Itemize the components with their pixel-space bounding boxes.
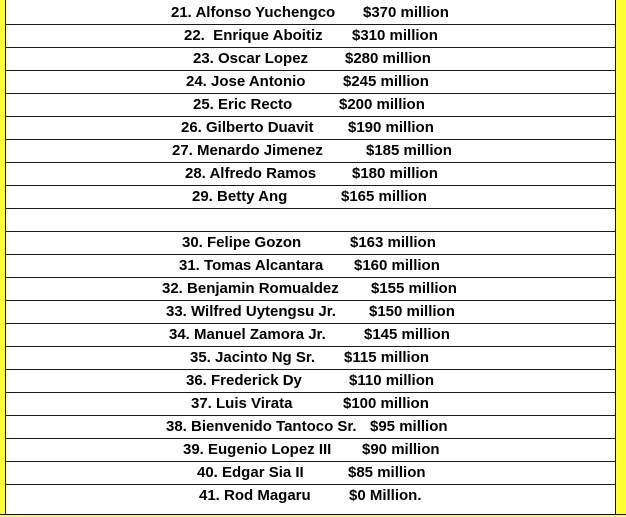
rank-name-cell: 32. Benjamin Romualdez <box>162 280 339 297</box>
rank-name-cell: 26. Gilberto Duavit <box>181 119 314 136</box>
rank-name-cell: 25. Eric Recto <box>193 96 293 113</box>
amount-cell: $180 million <box>352 165 438 182</box>
spreadsheet-column <box>5 0 616 514</box>
amount-cell: $0 Million. <box>349 487 422 504</box>
rank-name-cell: 23. Oscar Lopez <box>193 50 309 67</box>
amount-cell: $150 million <box>369 303 455 320</box>
rank-name-cell: 28. Alfredo Ramos <box>185 165 317 182</box>
table-row[interactable] <box>6 462 615 485</box>
rank-name-cell: 40. Edgar Sia II <box>197 464 304 481</box>
amount-cell: $200 million <box>339 96 425 113</box>
table-row[interactable] <box>6 48 615 71</box>
table-row[interactable] <box>6 163 615 186</box>
amount-cell: $185 million <box>366 142 452 159</box>
rank-name-cell: 38. Bienvenido Tantoco Sr. <box>166 418 357 435</box>
table-row[interactable] <box>6 393 615 416</box>
table-row[interactable] <box>6 94 615 117</box>
amount-cell: $280 million <box>345 50 431 67</box>
table-row[interactable] <box>6 232 615 255</box>
table-row[interactable] <box>6 439 615 462</box>
rank-name-cell: 41. Rod Magaru <box>199 487 311 504</box>
table-row[interactable] <box>6 255 615 278</box>
amount-cell: $95 million <box>370 418 448 435</box>
rank-name-cell: 27. Menardo Jimenez <box>172 142 323 159</box>
amount-cell: $85 million <box>348 464 426 481</box>
amount-cell: $115 million <box>344 349 430 366</box>
table-row[interactable] <box>6 140 615 163</box>
rank-name-cell: 21. Alfonso Yuchengco <box>171 4 336 21</box>
rank-name-cell: 37. Luis Virata <box>191 395 293 412</box>
amount-cell: $145 million <box>364 326 450 343</box>
table-row[interactable] <box>6 324 615 347</box>
table-row[interactable] <box>6 416 615 439</box>
rank-name-cell: 29. Betty Ang <box>192 188 288 205</box>
amount-cell: $165 million <box>341 188 427 205</box>
table-row-empty[interactable] <box>6 209 615 232</box>
table-row[interactable] <box>6 301 615 324</box>
table-row[interactable] <box>6 25 615 48</box>
rank-name-cell: 24. Jose Antonio <box>186 73 306 90</box>
table-row[interactable] <box>6 370 615 393</box>
amount-cell: $110 million <box>349 372 435 389</box>
bottom-border-line <box>0 514 626 515</box>
table-row[interactable] <box>6 485 615 507</box>
rank-name-cell: 31. Tomas Alcantara <box>179 257 324 274</box>
table-row[interactable] <box>6 117 615 140</box>
table-row[interactable] <box>6 347 615 370</box>
amount-cell: $370 million <box>363 4 449 21</box>
table-row[interactable] <box>6 71 615 94</box>
amount-cell: $163 million <box>350 234 436 251</box>
rank-name-cell: 34. Manuel Zamora Jr. <box>169 326 326 343</box>
rank-name-cell: 22. Enrique Aboitiz <box>184 27 323 44</box>
rank-name-cell: 35. Jacinto Ng Sr. <box>190 349 316 366</box>
rank-name-cell: 39. Eugenio Lopez III <box>183 441 332 458</box>
table-row[interactable] <box>6 186 615 209</box>
amount-cell: $245 million <box>343 73 429 90</box>
amount-cell: $310 million <box>352 27 438 44</box>
amount-cell: $160 million <box>354 257 440 274</box>
rank-name-cell: 33. Wilfred Uytengsu Jr. <box>166 303 336 320</box>
table-row[interactable] <box>6 0 615 25</box>
amount-cell: $190 million <box>348 119 434 136</box>
amount-cell: $90 million <box>362 441 440 458</box>
rank-name-cell: 30. Felipe Gozon <box>182 234 302 251</box>
table-row[interactable] <box>6 278 615 301</box>
rank-name-cell: 36. Frederick Dy <box>186 372 302 389</box>
amount-cell: $100 million <box>343 395 429 412</box>
amount-cell: $155 million <box>371 280 457 297</box>
